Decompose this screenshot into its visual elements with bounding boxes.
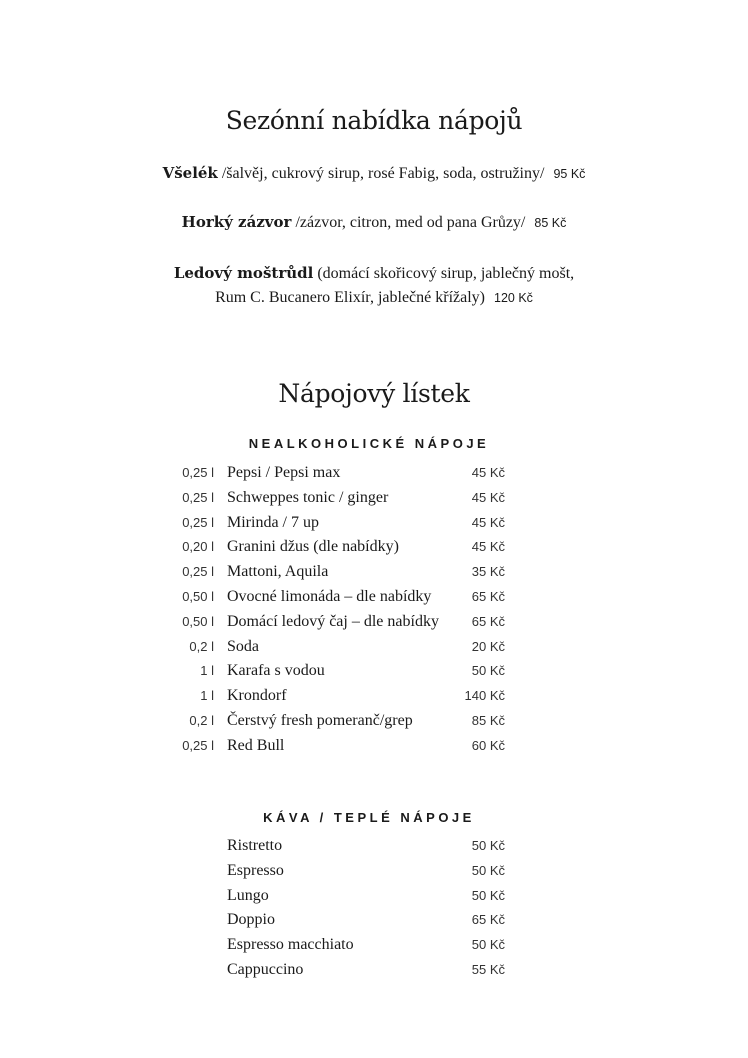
seasonal-item-name: Horký zázvor [181, 213, 292, 231]
item-name: Doppio [227, 911, 275, 929]
item-name: Cappuccino [227, 961, 304, 978]
item-name: Domácí ledový čaj – dle nabídky [227, 612, 439, 630]
item-name: Espresso [227, 861, 284, 879]
item-price: 50 Kč [471, 887, 505, 903]
menu-item-row [0, 610, 748, 634]
item-price: 45 Kč [471, 489, 505, 505]
seasonal-item-name: Ledový moštrůdl [173, 264, 314, 282]
menu-item-row [0, 908, 748, 932]
seasonal-item-desc: (domácí skořicový sirup, jablečný mošt, [313, 265, 575, 282]
seasonal-item [0, 162, 748, 185]
menu-item-row [0, 709, 748, 733]
item-name: Lungo [227, 886, 269, 904]
item-name: Ristretto [227, 837, 283, 854]
item-price: 35 Kč [471, 564, 505, 580]
section-header-nonalcoholic: NEALKOHOLICKÉ NÁPOJE [248, 436, 490, 451]
item-volume: 1 l [200, 688, 214, 704]
menu-item-row [0, 635, 748, 659]
item-volume: 0,20 l [182, 539, 214, 555]
item-price: 140 Kč [464, 688, 505, 704]
item-name: Krondorf [227, 687, 287, 705]
seasonal-item-desc: /šalvěj, cukrový sirup, rosé Fabig, soda, ostružiny/ [217, 165, 545, 182]
item-name: Schweppes tonic / ginger [227, 488, 389, 506]
item-name: Karafa s vodou [227, 662, 325, 680]
seasonal-item-continuation [0, 287, 748, 309]
item-price: 50 Kč [471, 663, 505, 679]
item-price: 60 Kč [471, 737, 505, 753]
menu-item-row [0, 734, 748, 758]
item-price: 65 Kč [471, 613, 505, 629]
menu-item-row [0, 511, 748, 535]
item-price: 55 Kč [471, 962, 505, 977]
menu-item-row [0, 535, 748, 559]
item-name: Granini džus (dle nabídky) [227, 538, 399, 556]
item-name: Mattoni, Aquila [227, 563, 329, 581]
item-name: Ovocné limonáda – dle nabídky [227, 588, 432, 605]
seasonal-item-price: 85 Kč [534, 216, 567, 230]
item-price: 65 Kč [471, 589, 505, 604]
item-volume: 0,25 l [182, 737, 214, 753]
item-price: 45 Kč [471, 465, 505, 480]
seasonal-title: Sezónní nabídka nápojů [225, 106, 523, 135]
item-volume: 0,25 l [182, 465, 214, 480]
menu-item-row [0, 461, 748, 485]
item-price: 85 Kč [471, 713, 505, 728]
seasonal-item-price: 95 Kč [553, 167, 586, 181]
item-name: Čerstvý fresh pomeranč/grep [227, 712, 413, 729]
item-name: Soda [227, 637, 259, 655]
item-name: Mirinda / 7 up [227, 513, 319, 531]
menu-item-row [0, 834, 748, 858]
item-price: 65 Kč [471, 912, 505, 928]
item-price: 50 Kč [471, 862, 505, 878]
item-price: 45 Kč [471, 514, 505, 530]
seasonal-item-name: Všelék [162, 164, 218, 182]
item-volume: 0,50 l [182, 613, 214, 629]
menu-item-row [0, 933, 748, 957]
item-name: Red Bull [227, 736, 285, 754]
item-volume: 0,25 l [182, 514, 214, 530]
seasonal-item-desc: /zázvor, citron, med od pana Grůzy/ [291, 214, 526, 231]
section-header-coffee: KÁVA / TEPLÉ NÁPOJE [263, 810, 475, 825]
item-name: Pepsi / Pepsi max [227, 464, 341, 481]
item-volume: 1 l [200, 663, 214, 679]
menu-item-row [0, 958, 748, 982]
menu-title: Nápojový lístek [278, 379, 470, 408]
menu-item-row [0, 659, 748, 683]
menu-item-row [0, 884, 748, 908]
item-price: 50 Kč [471, 838, 505, 853]
menu-item-row [0, 486, 748, 510]
seasonal-item-desc-2: Rum C. Bucanero Elixír, jablečné křížaly) [215, 289, 485, 306]
menu-item-row [0, 560, 748, 584]
menu-item-row [0, 859, 748, 883]
menu-item-row [0, 684, 748, 708]
seasonal-item-price: 120 Kč [494, 291, 533, 305]
item-volume: 0,25 l [182, 489, 214, 505]
item-price: 20 Kč [471, 638, 505, 654]
item-volume: 0,2 l [189, 713, 214, 728]
seasonal-item [0, 211, 748, 234]
item-volume: 0,50 l [182, 589, 214, 604]
item-volume: 0,2 l [189, 638, 214, 654]
item-name: Espresso macchiato [227, 936, 354, 954]
item-price: 50 Kč [471, 937, 505, 953]
item-volume: 0,25 l [182, 564, 214, 580]
item-price: 45 Kč [471, 539, 505, 555]
seasonal-item [0, 262, 748, 285]
menu-item-row [0, 585, 748, 609]
